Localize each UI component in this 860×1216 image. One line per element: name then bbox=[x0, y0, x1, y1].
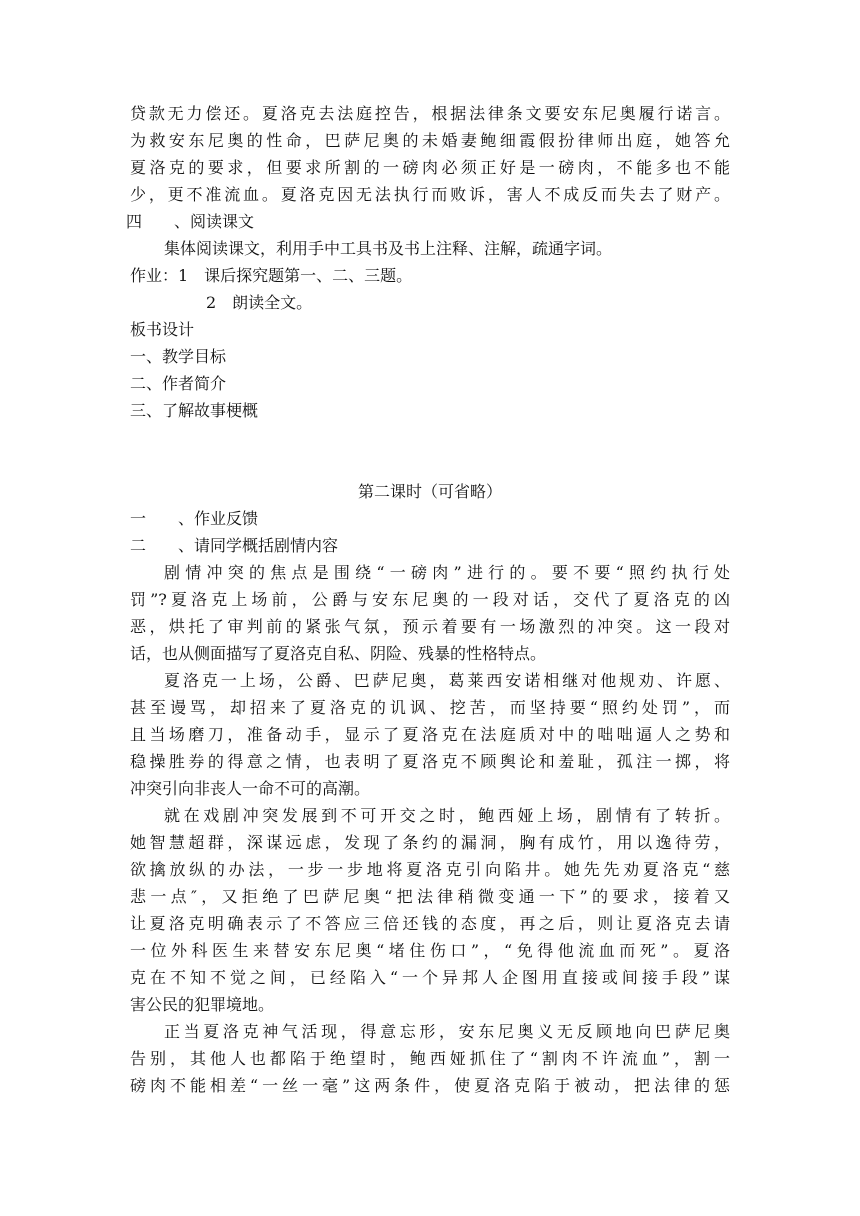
plot-paragraph-3 bbox=[130, 802, 730, 1018]
text-line: 罚”?夏洛克上场前，公爵与安东尼奥的一段对话，交代了夏洛克的凶 bbox=[130, 590, 730, 609]
text-line: 剧情冲突的焦点是围绕“一磅肉”进行的。要不要“照约执行处 bbox=[164, 563, 730, 582]
board-item-3: 三、了解故事梗概 bbox=[130, 401, 259, 420]
text-line: 夏洛克的要求，但要求所割的一磅肉必须正好是一磅肉，不能多也不能 bbox=[130, 158, 730, 177]
plot-paragraph-1 bbox=[130, 559, 730, 667]
plot-paragraph-4 bbox=[130, 1018, 730, 1099]
text-line: 正当夏洛克神气活现，得意忘形，安东尼奥义无反顾地向巴萨尼奥 bbox=[164, 1022, 730, 1041]
lesson-2-heading-homework-feedback: 一 、作业反馈 bbox=[130, 509, 259, 528]
text-line: 甚至谩骂，却招来了夏洛克的讥讽、挖苦，而坚持要“照约处罚”，而 bbox=[130, 698, 730, 717]
section-spacer bbox=[130, 424, 730, 478]
section-heading-read-text: 四 、阅读课文 bbox=[126, 212, 255, 231]
document-page bbox=[126, 100, 730, 1099]
homework-item-1: 作业：1 课后探究题第一、二、三题。 bbox=[130, 266, 413, 285]
text-line: 她智慧超群，深谋远虑，发现了条约的漏洞，胸有成竹，用以逸待劳， bbox=[130, 833, 730, 852]
text-line: 话，也从侧面描写了夏洛克自私、阴险、残暴的性格特点。 bbox=[130, 644, 547, 663]
text-line: 悲一点″，又拒绝了巴萨尼奥“把法律稍微变通一下”的要求，接着又 bbox=[130, 887, 730, 906]
text-line: 少，更不准流血。夏洛克因无法执行而败诉，害人不成反而失去了财产。 bbox=[130, 185, 730, 204]
story-summary-paragraph bbox=[130, 100, 730, 208]
text-line: 让夏洛克明确表示了不答应三倍还钱的态度，再之后，则让夏洛克去请 bbox=[130, 914, 730, 933]
text-line: 贷款无力偿还。夏洛克去法庭控告，根据法律条文要安东尼奥履行诺言。 bbox=[130, 104, 730, 123]
text-line: 害公民的犯罪境地。 bbox=[130, 995, 275, 1014]
text-line: 告别，其他人也都陷于绝望时，鲍西娅抓住了“割肉不许流血”，割一 bbox=[130, 1049, 730, 1068]
text-line: 就在戏剧冲突发展到不可开交之时，鲍西娅上场，剧情有了转折。 bbox=[164, 806, 730, 825]
text-line: 一位外科医生来替安东尼奥“堵住伤口”，“免得他流血而死”。夏洛 bbox=[130, 941, 730, 960]
homework-item-2: 2 朗读全文。 bbox=[206, 293, 313, 312]
text-line: 且当场磨刀，准备动手，显示了夏洛克在法庭质对中的咄咄逼人之势和 bbox=[130, 725, 730, 744]
read-text-instruction: 集体阅读课文，利用手中工具书及书上注释、注解，疏通字词。 bbox=[164, 239, 613, 258]
text-line: 恶，烘托了审判前的紧张气氛，预示着要有一场激烈的冲突。这一段对 bbox=[130, 617, 730, 636]
text-line: 磅肉不能相差“一丝一毫”这两条件，使夏洛克陷于被动，把法律的惩 bbox=[130, 1076, 730, 1095]
text-line: 为救安东尼奥的性命，巴萨尼奥的未婚妻鲍细霞假扮律师出庭，她答允 bbox=[130, 131, 730, 150]
board-design-title: 板书设计 bbox=[130, 320, 195, 339]
plot-paragraph-2 bbox=[130, 667, 730, 802]
board-item-1: 一、教学目标 bbox=[130, 347, 227, 366]
text-line: 欲擒放纵的办法，一步一步地将夏洛克引向陷井。她先先劝夏洛克“慈 bbox=[130, 860, 730, 879]
lesson-2-title: 第二课时（可省略） bbox=[357, 482, 502, 501]
board-item-2: 二、作者简介 bbox=[130, 374, 227, 393]
text-line: 克在不知不觉之间，已经陷入“一个异邦人企图用直接或间接手段”谋 bbox=[130, 968, 730, 987]
text-line: 稳操胜券的得意之情，也表明了夏洛克不顾舆论和羞耻，孤注一掷，将 bbox=[130, 752, 730, 771]
text-line: 夏洛克一上场，公爵、巴萨尼奥，葛莱西安诺相继对他规劝、许愿、 bbox=[164, 671, 730, 690]
lesson-2-heading-plot-summary: 二 、请同学概括剧情内容 bbox=[130, 536, 339, 555]
text-line: 冲突引向非丧人一命不可的高潮。 bbox=[130, 779, 371, 798]
